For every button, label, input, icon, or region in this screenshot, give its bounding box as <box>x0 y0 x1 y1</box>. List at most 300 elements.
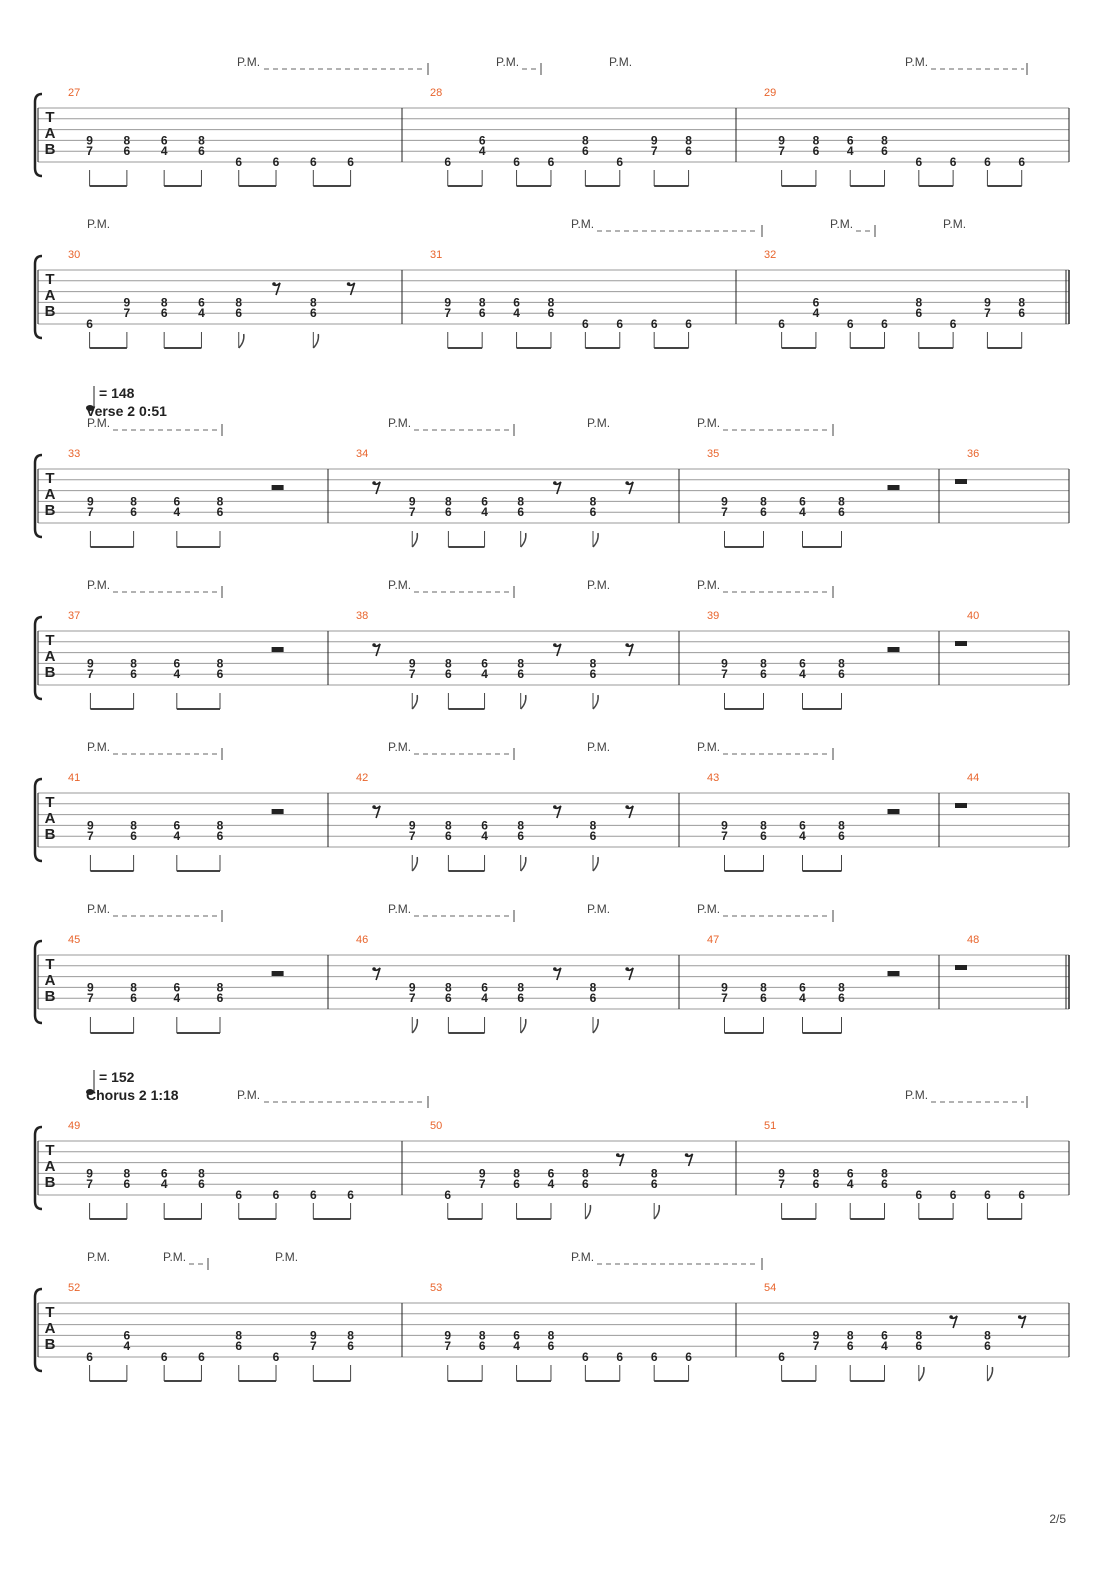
palm-mute-label: P.M. <box>697 416 721 430</box>
eighth-rest-dot <box>272 282 276 286</box>
measure-number: 27 <box>68 87 81 99</box>
fret-number: 8 <box>589 494 597 509</box>
fret-number: 8 <box>216 494 224 509</box>
measure-number: 35 <box>707 448 720 460</box>
fret-number: 4 <box>846 1177 854 1192</box>
half-rest <box>888 485 900 490</box>
whole-rest <box>955 965 967 970</box>
fret-number: 6 <box>582 144 589 159</box>
fret-number: 8 <box>513 1166 520 1181</box>
fret-number: 6 <box>513 1177 520 1192</box>
fret-number: 6 <box>86 1350 93 1364</box>
fret-number: 6 <box>915 1188 923 1202</box>
fret-number: 8 <box>216 980 224 995</box>
palm-mute-label: P.M. <box>905 1088 929 1102</box>
fret-number: 6 <box>478 306 486 321</box>
tab-letter: B <box>44 1174 56 1191</box>
fret-number: 4 <box>123 1339 131 1354</box>
fret-number: 8 <box>838 818 845 833</box>
fret-number: 6 <box>685 1350 692 1364</box>
fret-number: 6 <box>650 317 658 331</box>
staff-system <box>35 1088 1069 1219</box>
fret-number: 6 <box>547 306 555 321</box>
fret-number: 6 <box>309 306 317 321</box>
fret-number: 7 <box>86 144 93 159</box>
fret-number: 8 <box>812 1166 820 1181</box>
fret-number: 6 <box>481 656 488 671</box>
half-rest <box>888 647 900 652</box>
palm-mute-label: P.M. <box>697 902 721 916</box>
fret-number: 9 <box>812 1328 820 1343</box>
fret-number: 6 <box>1018 155 1026 169</box>
fret-number: 9 <box>123 295 131 310</box>
fret-number: 6 <box>881 144 888 159</box>
note-flag <box>412 857 417 871</box>
fret-number: 6 <box>173 818 181 833</box>
staff-system <box>35 740 1069 871</box>
measure-number: 40 <box>967 610 980 622</box>
fret-number: 4 <box>481 829 488 844</box>
note-flag <box>585 1205 590 1219</box>
fret-number: 6 <box>445 991 452 1006</box>
eighth-rest-dot <box>553 805 557 809</box>
fret-number: 6 <box>235 306 243 321</box>
measure-number: 54 <box>764 1282 777 1294</box>
palm-mute-label: P.M. <box>830 217 854 231</box>
measure-number: 52 <box>68 1282 81 1294</box>
fret-number: 8 <box>347 1328 354 1343</box>
fret-number: 8 <box>445 818 452 833</box>
palm-mute-label: P.M. <box>237 55 261 69</box>
palm-mute-label: P.M. <box>496 55 520 69</box>
fret-number: 6 <box>309 155 317 169</box>
measure-number: 32 <box>764 249 777 261</box>
measure-number: 49 <box>68 1120 81 1132</box>
fret-number: 6 <box>915 306 923 321</box>
fret-number: 4 <box>799 991 806 1006</box>
note-flag <box>593 1019 598 1033</box>
fret-number: 6 <box>799 980 806 995</box>
palm-mute-label: P.M. <box>697 740 721 754</box>
fret-number: 6 <box>272 155 280 169</box>
fret-number: 8 <box>589 818 597 833</box>
fret-number: 8 <box>838 494 845 509</box>
fret-number: 8 <box>1018 295 1026 310</box>
measure-number: 48 <box>967 934 980 946</box>
fret-number: 8 <box>478 295 486 310</box>
fret-number: 4 <box>513 1339 520 1354</box>
eighth-rest-dot <box>616 1153 620 1157</box>
fret-number: 8 <box>517 818 525 833</box>
fret-number: 8 <box>589 980 597 995</box>
tab-letter: B <box>44 141 56 158</box>
tab-letter: T <box>45 1142 55 1159</box>
fret-number: 6 <box>198 1350 205 1364</box>
fret-number: 6 <box>272 1188 280 1202</box>
fret-number: 6 <box>650 1350 658 1364</box>
tab-letter: T <box>45 1304 55 1321</box>
staff-system <box>35 55 1069 186</box>
fret-number: 6 <box>799 494 806 509</box>
fret-number: 9 <box>444 1328 452 1343</box>
tempo-marker <box>86 1069 179 1103</box>
fret-number: 6 <box>198 295 205 310</box>
fret-number: 6 <box>198 1177 205 1192</box>
measure-number: 43 <box>707 772 720 784</box>
staff-system <box>35 902 1069 1033</box>
fret-number: 4 <box>173 505 181 520</box>
fret-number: 6 <box>517 667 525 682</box>
fret-number: 6 <box>760 829 767 844</box>
palm-mute-label: P.M. <box>388 740 412 754</box>
tab-letter: A <box>44 1158 56 1175</box>
fret-number: 7 <box>408 991 416 1006</box>
fret-number: 8 <box>160 295 168 310</box>
palm-mute-label: P.M. <box>587 578 611 592</box>
fret-number: 9 <box>309 1328 317 1343</box>
fret-number: 8 <box>881 1166 888 1181</box>
fret-number: 6 <box>160 1166 168 1181</box>
fret-number: 7 <box>721 991 728 1006</box>
palm-mute-label: P.M. <box>388 416 412 430</box>
fret-number: 4 <box>812 306 820 321</box>
note-flag <box>521 533 526 547</box>
whole-rest <box>955 641 967 646</box>
half-rest <box>888 809 900 814</box>
fret-number: 7 <box>721 667 728 682</box>
fret-number: 8 <box>650 1166 658 1181</box>
fret-number: 8 <box>760 494 767 509</box>
half-rest <box>272 647 284 652</box>
palm-mute-label: P.M. <box>275 1250 299 1264</box>
fret-number: 6 <box>481 494 488 509</box>
fret-number: 6 <box>812 295 820 310</box>
note-flag <box>313 334 318 348</box>
measure-number: 28 <box>430 87 443 99</box>
fret-number: 7 <box>408 667 416 682</box>
fret-number: 8 <box>198 133 205 148</box>
fret-number: 6 <box>799 818 806 833</box>
fret-number: 6 <box>582 1350 589 1364</box>
tab-letter: B <box>44 1336 56 1353</box>
fret-number: 9 <box>408 494 416 509</box>
fret-number: 6 <box>582 1177 589 1192</box>
palm-mute-label: P.M. <box>697 578 721 592</box>
fret-number: 6 <box>547 1339 555 1354</box>
tab-letter: A <box>44 287 56 304</box>
note-flag <box>412 695 417 709</box>
note-flag <box>654 1205 659 1219</box>
tempo-value: = 148 <box>99 385 135 401</box>
fret-number: 8 <box>216 656 224 671</box>
fret-number: 7 <box>444 1339 452 1354</box>
fret-number: 7 <box>87 991 94 1006</box>
fret-number: 7 <box>87 829 94 844</box>
palm-mute-label: P.M. <box>587 740 611 754</box>
fret-number: 6 <box>1018 306 1026 321</box>
fret-number: 6 <box>838 829 845 844</box>
half-rest <box>888 971 900 976</box>
fret-number: 6 <box>130 829 137 844</box>
palm-mute-label: P.M. <box>87 578 111 592</box>
measure-number: 42 <box>356 772 369 784</box>
staff-system <box>35 578 1069 709</box>
fret-number: 8 <box>130 494 137 509</box>
note-flag <box>593 533 598 547</box>
tab-letter: A <box>44 1320 56 1337</box>
fret-number: 8 <box>582 1166 589 1181</box>
fret-number: 6 <box>309 1188 317 1202</box>
eighth-rest-dot <box>372 481 376 485</box>
measure-number: 33 <box>68 448 81 460</box>
fret-number: 6 <box>235 155 243 169</box>
eighth-rest-dot <box>553 481 557 485</box>
measure-number: 41 <box>68 772 81 784</box>
fret-number: 6 <box>347 155 354 169</box>
fret-number: 6 <box>86 317 93 331</box>
fret-number: 4 <box>547 1177 555 1192</box>
fret-number: 7 <box>87 667 94 682</box>
fret-number: 4 <box>799 829 806 844</box>
fret-number: 6 <box>760 505 767 520</box>
fret-number: 6 <box>949 317 957 331</box>
fret-number: 4 <box>481 505 488 520</box>
palm-mute-label: P.M. <box>905 55 929 69</box>
fret-number: 4 <box>160 144 168 159</box>
fret-number: 6 <box>173 494 181 509</box>
eighth-rest-dot <box>372 805 376 809</box>
fret-number: 6 <box>216 991 224 1006</box>
fret-number: 8 <box>760 980 767 995</box>
fret-number: 8 <box>984 1328 991 1343</box>
fret-number: 8 <box>123 133 131 148</box>
fret-number: 9 <box>478 1166 486 1181</box>
fret-number: 6 <box>478 133 486 148</box>
measure-number: 36 <box>967 448 980 460</box>
fret-number: 8 <box>445 494 452 509</box>
fret-number: 6 <box>123 1328 131 1343</box>
tab-letter: B <box>44 826 56 843</box>
fret-number: 9 <box>408 980 416 995</box>
fret-number: 6 <box>347 1339 354 1354</box>
fret-number: 7 <box>721 505 728 520</box>
tab-letter: T <box>45 109 55 126</box>
fret-number: 8 <box>123 1166 131 1181</box>
fret-number: 8 <box>445 980 452 995</box>
fret-number: 6 <box>160 133 168 148</box>
fret-number: 6 <box>173 980 181 995</box>
measure-number: 50 <box>430 1120 443 1132</box>
fret-number: 7 <box>86 1177 93 1192</box>
eighth-rest-dot <box>625 481 629 485</box>
section-label: Verse 2 0:51 <box>86 403 167 419</box>
measure-number: 44 <box>967 772 980 784</box>
fret-number: 6 <box>589 829 597 844</box>
measure-number: 37 <box>68 610 81 622</box>
tab-letter: T <box>45 794 55 811</box>
tab-letter: A <box>44 125 56 142</box>
eighth-rest-dot <box>625 805 629 809</box>
fret-number: 8 <box>517 494 525 509</box>
whole-rest <box>955 803 967 808</box>
fret-number: 6 <box>760 667 767 682</box>
fret-number: 6 <box>984 155 991 169</box>
fret-number: 6 <box>915 155 923 169</box>
fret-number: 6 <box>272 1350 280 1364</box>
fret-number: 6 <box>846 1166 854 1181</box>
staff-system <box>35 1250 1069 1381</box>
tab-letter: B <box>44 988 56 1005</box>
fret-number: 8 <box>760 656 767 671</box>
fret-number: 6 <box>589 505 597 520</box>
note-flag <box>412 1019 417 1033</box>
tab-letter: T <box>45 956 55 973</box>
fret-number: 6 <box>949 155 957 169</box>
fret-number: 9 <box>721 494 728 509</box>
eighth-rest-dot <box>625 643 629 647</box>
fret-number: 9 <box>408 818 416 833</box>
fret-number: 7 <box>778 1177 785 1192</box>
measure-number: 46 <box>356 934 369 946</box>
fret-number: 7 <box>778 144 785 159</box>
fret-number: 6 <box>235 1339 243 1354</box>
fret-number: 6 <box>444 1188 452 1202</box>
measure-number: 34 <box>356 448 369 460</box>
fret-number: 8 <box>445 656 452 671</box>
note-flag <box>593 857 598 871</box>
eighth-rest-dot <box>1018 1315 1022 1319</box>
measure-number: 51 <box>764 1120 777 1132</box>
fret-number: 6 <box>445 505 452 520</box>
palm-mute-label: P.M. <box>609 55 633 69</box>
fret-number: 8 <box>198 1166 205 1181</box>
measure-number: 38 <box>356 610 369 622</box>
fret-number: 6 <box>838 505 845 520</box>
fret-number: 9 <box>444 295 452 310</box>
fret-number: 6 <box>123 144 131 159</box>
measure-number: 53 <box>430 1282 443 1294</box>
fret-number: 6 <box>846 133 854 148</box>
fret-number: 8 <box>517 980 525 995</box>
tab-letter: T <box>45 632 55 649</box>
measure-number: 45 <box>68 934 81 946</box>
fret-number: 8 <box>881 133 888 148</box>
fret-number: 8 <box>915 295 923 310</box>
fret-number: 6 <box>216 505 224 520</box>
fret-number: 6 <box>445 667 452 682</box>
fret-number: 4 <box>481 991 488 1006</box>
fret-number: 8 <box>582 133 589 148</box>
fret-number: 6 <box>347 1188 354 1202</box>
note-flag <box>987 1367 992 1381</box>
fret-number: 6 <box>235 1188 243 1202</box>
note-flag <box>521 857 526 871</box>
fret-number: 8 <box>547 295 555 310</box>
fret-number: 8 <box>838 980 845 995</box>
fret-number: 7 <box>478 1177 486 1192</box>
fret-number: 4 <box>173 829 181 844</box>
fret-number: 4 <box>198 306 205 321</box>
fret-number: 7 <box>444 306 452 321</box>
eighth-rest-dot <box>553 967 557 971</box>
fret-number: 6 <box>838 667 845 682</box>
note-flag <box>593 695 598 709</box>
fret-number: 6 <box>513 1328 520 1343</box>
note-flag <box>521 1019 526 1033</box>
palm-mute-label: P.M. <box>388 578 412 592</box>
fret-number: 6 <box>130 505 137 520</box>
fret-number: 4 <box>799 505 806 520</box>
fret-number: 7 <box>721 829 728 844</box>
half-rest <box>272 971 284 976</box>
fret-number: 6 <box>812 144 820 159</box>
palm-mute-label: P.M. <box>587 902 611 916</box>
fret-number: 8 <box>685 133 692 148</box>
tab-letter: T <box>45 271 55 288</box>
fret-number: 6 <box>444 155 452 169</box>
tab-letter: B <box>44 664 56 681</box>
note-flag <box>239 334 244 348</box>
tab-letter: A <box>44 648 56 665</box>
fret-number: 6 <box>445 829 452 844</box>
fret-number: 6 <box>130 667 137 682</box>
tab-letter: A <box>44 972 56 989</box>
eighth-rest-dot <box>553 643 557 647</box>
fret-number: 6 <box>616 317 624 331</box>
fret-number: 6 <box>216 667 224 682</box>
fret-number: 8 <box>760 818 767 833</box>
staff-system <box>35 217 1069 348</box>
fret-number: 6 <box>984 1188 991 1202</box>
measure-number: 39 <box>707 610 720 622</box>
fret-number: 8 <box>235 1328 243 1343</box>
fret-number: 8 <box>812 133 820 148</box>
fret-number: 6 <box>846 1339 854 1354</box>
fret-number: 6 <box>1018 1188 1026 1202</box>
fret-number: 6 <box>881 317 888 331</box>
section-label: Chorus 2 1:18 <box>86 1087 179 1103</box>
fret-number: 9 <box>721 818 728 833</box>
fret-number: 8 <box>838 656 845 671</box>
fret-number: 4 <box>799 667 806 682</box>
fret-number: 4 <box>513 306 520 321</box>
fret-number: 8 <box>235 295 243 310</box>
fret-number: 9 <box>86 1166 93 1181</box>
measure-number: 31 <box>430 249 443 261</box>
palm-mute-label: P.M. <box>87 416 111 430</box>
fret-number: 6 <box>760 991 767 1006</box>
tempo-value: = 152 <box>99 1069 135 1085</box>
fret-number: 6 <box>881 1328 888 1343</box>
measure-number: 47 <box>707 934 720 946</box>
page-number: 2/5 <box>1049 1512 1066 1526</box>
fret-number: 8 <box>915 1328 923 1343</box>
fret-number: 6 <box>478 1339 486 1354</box>
fret-number: 6 <box>589 991 597 1006</box>
palm-mute-label: P.M. <box>571 217 595 231</box>
half-rest <box>272 809 284 814</box>
fret-number: 6 <box>513 155 520 169</box>
fret-number: 7 <box>650 144 658 159</box>
fret-number: 8 <box>130 818 137 833</box>
fret-number: 6 <box>547 155 555 169</box>
fret-number: 6 <box>173 656 181 671</box>
palm-mute-label: P.M. <box>87 1250 111 1264</box>
fret-number: 6 <box>846 317 854 331</box>
eighth-rest-dot <box>949 1315 953 1319</box>
fret-number: 7 <box>309 1339 317 1354</box>
fret-number: 8 <box>547 1328 555 1343</box>
